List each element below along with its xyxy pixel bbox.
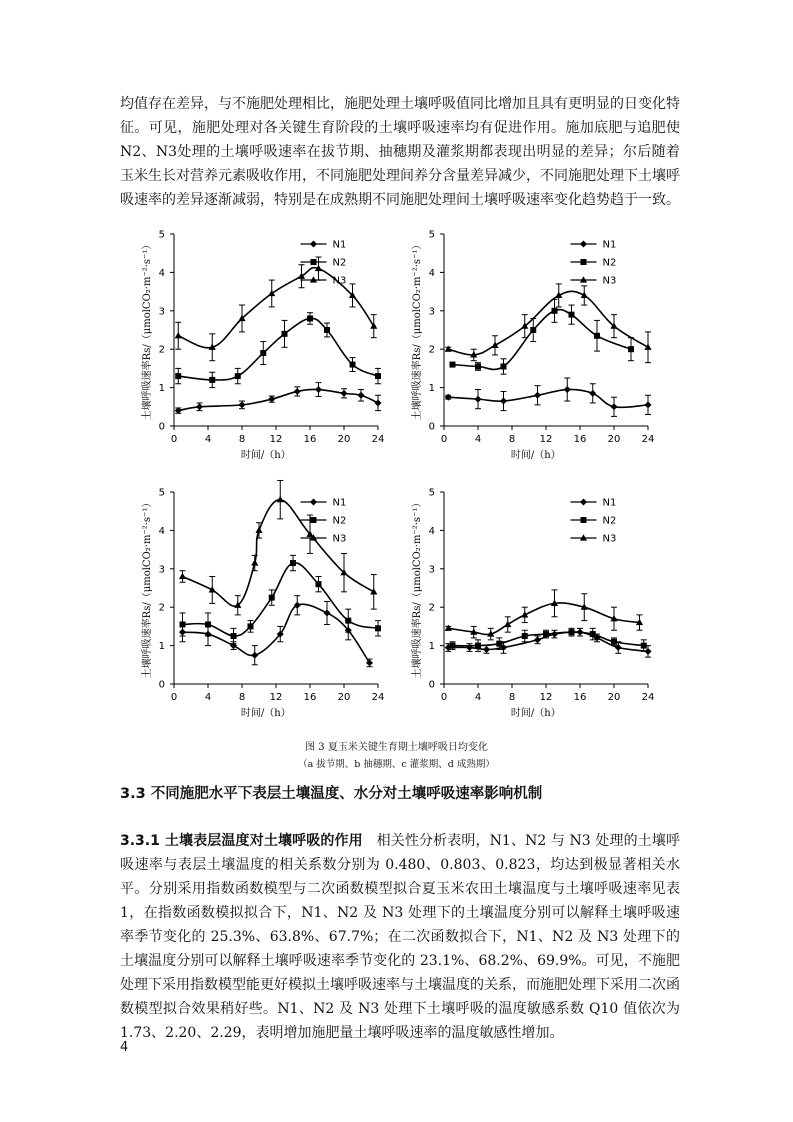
legend-entry-n2 xyxy=(570,516,616,527)
x-axis-label: 时间/（h） xyxy=(510,708,561,719)
x-tick-label: 20 xyxy=(337,692,351,703)
data-point xyxy=(251,559,258,565)
x-tick-label: 0 xyxy=(170,692,178,703)
data-point xyxy=(231,633,237,639)
legend-entry-n2 xyxy=(570,258,616,269)
x-axis-label: 时间/（h） xyxy=(240,450,291,461)
data-point xyxy=(496,641,502,647)
y-tick-label: 4 xyxy=(158,267,165,279)
y-tick-label: 0 xyxy=(158,679,165,691)
data-point xyxy=(290,560,296,566)
legend-marker xyxy=(580,259,586,265)
data-point xyxy=(500,398,507,405)
legend-entry-n3 xyxy=(570,534,616,545)
data-point xyxy=(235,373,241,379)
data-point xyxy=(375,373,381,379)
subsection-heading: 3.3.1 土壤表层温度对土壤呼吸的作用 xyxy=(120,833,363,849)
legend-entry-n2 xyxy=(300,516,346,527)
x-tick-label: 0 xyxy=(440,692,448,703)
legend-label: N1 xyxy=(332,239,347,251)
legend-label: N2 xyxy=(332,257,347,269)
data-point xyxy=(294,388,301,395)
data-point xyxy=(316,581,322,587)
series-n3 xyxy=(175,257,378,361)
y-tick-label: 1 xyxy=(158,383,165,395)
legend-entry-n3 xyxy=(300,276,346,287)
data-point xyxy=(483,646,490,653)
x-tick-label: 20 xyxy=(337,434,351,445)
legend-marker xyxy=(580,499,587,506)
data-point xyxy=(501,363,507,369)
chart-b xyxy=(400,226,660,476)
series-line xyxy=(178,318,378,380)
legend-label: N3 xyxy=(602,275,617,287)
series-n1 xyxy=(175,383,382,415)
data-point xyxy=(175,373,181,379)
x-tick-label: 16 xyxy=(303,434,317,445)
legend-label: N3 xyxy=(332,533,347,545)
legend-label: N1 xyxy=(602,497,617,509)
data-point xyxy=(594,333,600,339)
x-tick-label: 12 xyxy=(539,434,553,445)
x-tick-label: 0 xyxy=(440,434,448,445)
data-point xyxy=(450,362,456,368)
data-point xyxy=(475,396,482,403)
x-tick-label: 12 xyxy=(269,434,283,445)
legend-marker xyxy=(310,241,317,248)
y-tick-label: 1 xyxy=(428,383,435,395)
legend-label: N1 xyxy=(602,239,617,251)
legend-entry-n1 xyxy=(300,498,346,509)
data-point xyxy=(345,618,351,624)
y-tick-label: 5 xyxy=(158,487,165,499)
data-point xyxy=(269,595,275,601)
data-point xyxy=(358,392,365,399)
data-point xyxy=(543,631,549,637)
y-tick-label: 1 xyxy=(428,641,435,653)
figure-subcaption: （a 拔节期、b 抽穗期、c 灌浆期、d 成熟期） xyxy=(298,759,495,770)
data-point xyxy=(277,496,284,502)
y-tick-label: 5 xyxy=(428,229,435,241)
y-axis-label: 土壤呼吸速率Rs/（μmolCO₂·m⁻²·s⁻¹） xyxy=(412,239,423,421)
data-point xyxy=(268,396,275,403)
data-point xyxy=(534,636,541,643)
y-tick-label: 4 xyxy=(428,267,435,279)
data-point xyxy=(268,290,275,296)
y-tick-label: 4 xyxy=(158,525,165,537)
x-axis-label: 时间/（h） xyxy=(240,708,291,719)
data-point xyxy=(569,312,575,318)
data-point xyxy=(645,401,652,408)
x-tick-label: 20 xyxy=(607,692,621,703)
legend-label: N3 xyxy=(332,275,347,287)
series-n3 xyxy=(179,480,377,614)
x-tick-label: 8 xyxy=(508,692,516,703)
legend-marker xyxy=(310,499,317,506)
x-tick-label: 16 xyxy=(573,692,587,703)
data-point xyxy=(209,377,215,383)
data-point xyxy=(611,639,617,645)
data-point xyxy=(611,403,618,410)
y-tick-label: 3 xyxy=(428,564,435,576)
x-tick-label: 8 xyxy=(238,434,246,445)
legend-label: N2 xyxy=(602,257,617,269)
y-tick-label: 2 xyxy=(428,344,435,356)
data-point xyxy=(239,401,246,408)
page-number: 4 xyxy=(120,1040,129,1055)
x-tick-label: 24 xyxy=(641,692,655,703)
legend-entry-n1 xyxy=(570,240,616,251)
data-point xyxy=(375,625,381,631)
series-n1 xyxy=(445,378,652,416)
data-point xyxy=(179,573,186,579)
data-point xyxy=(251,652,258,659)
data-point xyxy=(315,386,322,393)
y-tick-label: 0 xyxy=(428,421,435,433)
y-axis-label: 土壤呼吸速率Rs/（μmolCO₂·m⁻²·s⁻¹） xyxy=(142,239,153,421)
section-heading: 3.3 不同施肥水平下表层土壤温度、水分对土壤呼吸速率影响机制 xyxy=(120,786,543,802)
data-point xyxy=(260,350,266,356)
y-tick-label: 0 xyxy=(428,679,435,691)
data-point xyxy=(628,346,634,352)
data-point xyxy=(341,390,348,397)
data-point xyxy=(615,644,622,651)
legend-entry-n1 xyxy=(300,240,346,251)
legend-entry-n2 xyxy=(300,258,346,269)
legend-label: N2 xyxy=(602,515,617,527)
legend-label: N1 xyxy=(332,497,347,509)
data-point xyxy=(445,394,452,401)
x-tick-label: 24 xyxy=(371,434,385,445)
chart-d xyxy=(400,484,660,734)
data-point xyxy=(196,403,203,410)
data-point xyxy=(445,345,452,351)
data-point xyxy=(530,327,536,333)
x-tick-label: 24 xyxy=(371,692,385,703)
y-tick-label: 1 xyxy=(158,641,165,653)
x-tick-label: 12 xyxy=(539,692,553,703)
chart-a xyxy=(130,226,390,476)
data-point xyxy=(475,643,481,649)
data-point xyxy=(298,272,305,278)
data-point xyxy=(175,332,182,338)
data-point xyxy=(324,327,330,333)
paragraph-top: 均值存在差异，与不施肥处理相比，施肥处理土壤呼吸值同比增加且具有更明显的日变化特征。可见，施肥处理对各关键生育阶段的土壤呼吸速率均有促进作用。施加底肥与追肥使N2、N3处理的土壤呼吸速率在拔节期、抽穗期及灌浆期都表现出明显的差异；尔后随着玉米生长对营养元素吸收作用，不同施肥处理间养分含量差异减少，不同施肥处理下土壤呼吸速率的差异逐渐减弱，特别是在成熟期不同施肥处理间土壤呼吸速率变化趋势趋于一致。 xyxy=(120,96,680,208)
x-tick-label: 0 xyxy=(170,434,178,445)
data-point xyxy=(180,621,186,627)
data-point xyxy=(534,392,541,399)
y-tick-label: 2 xyxy=(158,344,165,356)
y-tick-label: 2 xyxy=(428,602,435,614)
y-axis-label: 土壤呼吸速率Rs/（μmolCO₂·m⁻²·s⁻¹） xyxy=(142,497,153,679)
x-tick-label: 12 xyxy=(269,692,283,703)
y-tick-label: 2 xyxy=(158,602,165,614)
data-point xyxy=(248,623,254,629)
data-point xyxy=(641,643,647,649)
data-point xyxy=(255,527,262,533)
legend-marker xyxy=(310,259,316,265)
y-axis-label: 土壤呼吸速率Rs/（μmolCO₂·m⁻²·s⁻¹） xyxy=(412,497,423,679)
data-point xyxy=(564,386,571,393)
series-line xyxy=(178,389,378,410)
legend-label: N3 xyxy=(602,533,617,545)
chart-c xyxy=(130,484,390,734)
legend-marker xyxy=(580,517,586,523)
data-point xyxy=(569,629,575,635)
data-point xyxy=(375,399,382,406)
data-point xyxy=(589,390,596,397)
paragraph-bottom xyxy=(120,829,680,1045)
data-point xyxy=(450,643,456,649)
x-tick-label: 4 xyxy=(474,434,482,445)
data-point xyxy=(445,625,452,631)
x-tick-label: 8 xyxy=(508,434,516,445)
data-point xyxy=(205,621,211,627)
series-n3 xyxy=(445,284,652,363)
data-point xyxy=(307,315,313,321)
x-tick-label: 16 xyxy=(303,692,317,703)
y-tick-label: 5 xyxy=(428,487,435,499)
data-point xyxy=(522,633,528,639)
data-point xyxy=(350,362,356,368)
paragraph-bottom-text: 相关性分析表明，N1、N2 与 N3 处理的土壤呼吸速率与表层土壤温度的相关系数分别为 0.480、0.803、0.823，均达到极显著相关水平。分别采用指数函数模型与二次函数模型拟合夏玉米农田土壤温度与土壤呼吸速率见表 1，在指数函数模拟拟合下，N1、N2 及 N3 处理下的土壤温度分别可以解释土壤呼吸速率季节变化的 25.3%、63.8%、67.7%；在二次函数拟合下，N1、N2 及 N3 处理下的土壤温度分别可以解释土壤呼吸速率季节变化的 23.1%、68.2%、69.9%。可见，不施肥处理下采用指数模型能更好模拟土壤呼吸速率与土壤温度的关系，而施肥处理下采用二次函数模型拟合效果稍好些。N1、N2 及 N3 处理下土壤呼吸的温度敏感系数 Q10 值依次为 1.73、2.20、2.29，表明增加施肥量土壤呼吸速率的温度敏感性增加。 xyxy=(120,833,680,1041)
y-tick-label: 3 xyxy=(428,306,435,318)
x-tick-label: 4 xyxy=(204,692,212,703)
data-point xyxy=(324,609,331,616)
data-point xyxy=(552,308,558,314)
x-tick-label: 24 xyxy=(641,434,655,445)
y-tick-label: 0 xyxy=(158,421,165,433)
y-tick-label: 3 xyxy=(158,306,165,318)
x-tick-label: 16 xyxy=(573,434,587,445)
series-line xyxy=(453,310,632,370)
x-tick-label: 4 xyxy=(474,692,482,703)
legend-marker xyxy=(310,517,316,523)
x-axis-label: 时间/（h） xyxy=(510,450,561,461)
y-tick-label: 4 xyxy=(428,525,435,537)
x-tick-label: 8 xyxy=(238,692,246,703)
series-n2 xyxy=(175,313,381,388)
figure-caption: 图 3 夏玉米关键生育期土壤呼吸日均变化 xyxy=(305,742,488,753)
data-point xyxy=(475,363,481,369)
y-tick-label: 5 xyxy=(158,229,165,241)
legend-entry-n3 xyxy=(570,276,616,287)
data-point xyxy=(282,331,288,337)
data-point xyxy=(590,631,596,637)
legend-label: N2 xyxy=(332,515,347,527)
legend-marker xyxy=(580,241,587,248)
x-tick-label: 4 xyxy=(204,434,212,445)
y-tick-label: 3 xyxy=(158,564,165,576)
x-tick-label: 20 xyxy=(607,434,621,445)
legend-entry-n1 xyxy=(570,498,616,509)
